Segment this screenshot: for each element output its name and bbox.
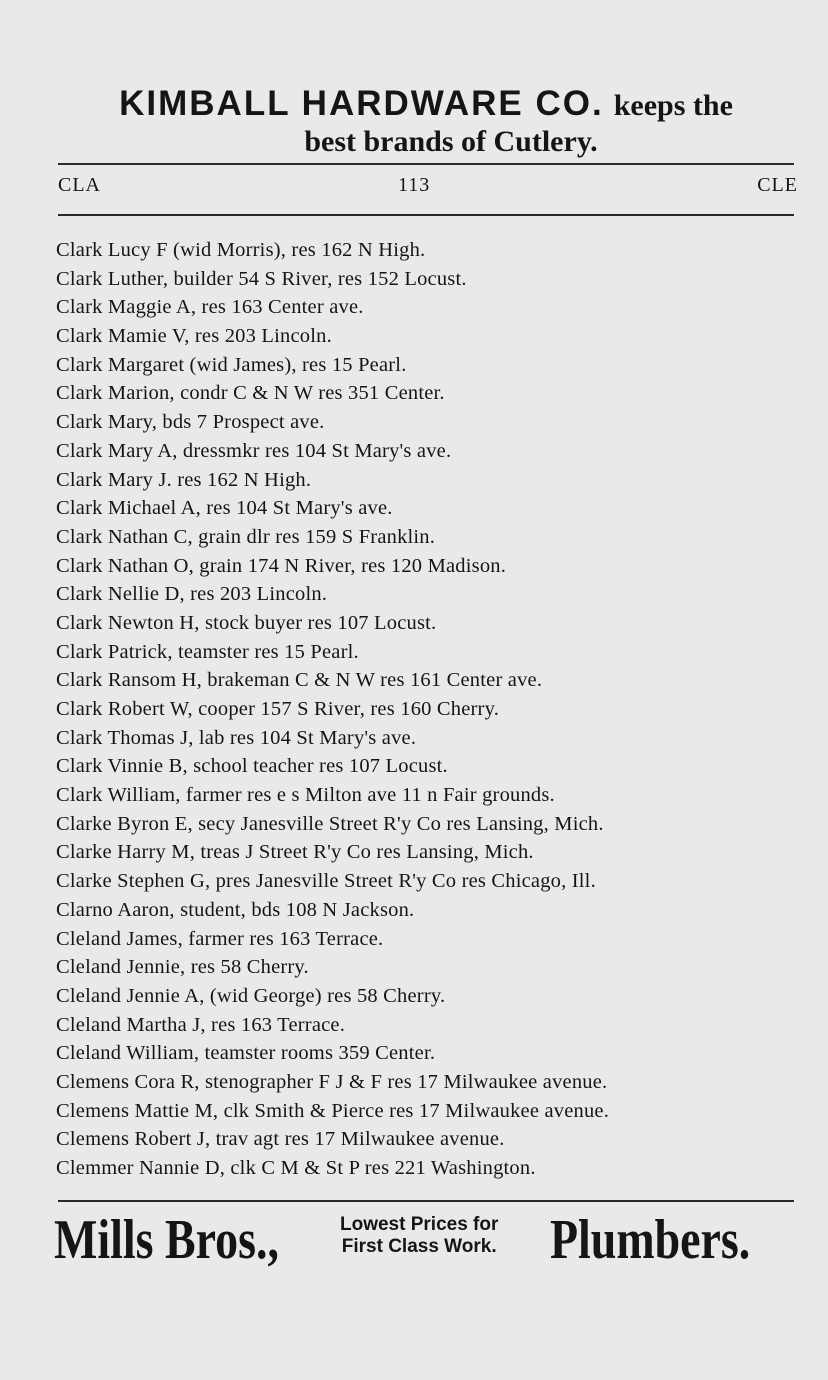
directory-entry: Clark Mamie V, res 203 Lincoln.: [56, 325, 332, 348]
page-number: 113: [398, 174, 431, 196]
directory-entry: Cleland William, teamster rooms 359 Center.: [56, 1042, 436, 1065]
directory-entry: Clarno Aaron, student, bds 108 N Jackson.: [56, 898, 415, 921]
directory-entries: [56, 236, 806, 1183]
top-ad-line-1: [56, 84, 796, 124]
directory-entry: Clark Robert W, cooper 157 S River, res 160 Cherry.: [56, 698, 500, 720]
directory-entry: Cleland James, farmer res 163 Terrace.: [56, 927, 384, 950]
directory-entry: Clemens Mattie M, clk Smith & Pierce res 17 Milwaukee avenue.: [56, 1099, 610, 1122]
directory-entry: Clark Nathan C, grain dlr res 159 S Franklin.: [56, 525, 436, 548]
directory-entry: Clark Michael A, res 104 St Mary's ave.: [56, 497, 393, 520]
header-right-guide: CLE: [757, 174, 798, 196]
tagline-part-2: best brands of Cutlery.: [304, 125, 598, 158]
directory-entry: Cleland Jennie, res 58 Cherry.: [56, 956, 309, 979]
directory-entry: Clark Mary, bds 7 Prospect ave.: [56, 411, 325, 434]
directory-entry: Clark Mary J. res 162 N High.: [56, 468, 312, 491]
directory-entry: Clark Maggie A, res 163 Center ave.: [56, 296, 364, 319]
directory-entry: Clarke Stephen G, pres Janesville Street R'y Co res Chicago, Ill.: [56, 870, 596, 893]
directory-entry: Clark Mary A, dressmkr res 104 St Mary's ave.: [56, 439, 452, 462]
directory-entry: Clemmer Nannie D, clk C M & St P res 221 Washington.: [56, 1157, 536, 1179]
directory-entry: Clemens Cora R, stenographer F J & F res 17 Milwaukee avenue.: [56, 1070, 608, 1093]
divider-header: [58, 214, 794, 216]
directory-entry: Clarke Harry M, treas J Street R'y Co res Lansing, Mich.: [56, 841, 534, 864]
directory-entry: Clark Newton H, stock buyer res 107 Locust.: [56, 611, 437, 634]
directory-entry: Clark Lucy F (wid Morris), res 162 N High.: [56, 239, 426, 261]
top-advertisement: [56, 84, 796, 160]
ad-trade: Plumbers.: [550, 1209, 751, 1271]
directory-entry: Clark Luther, builder 54 S River, res 152 Locust.: [56, 267, 467, 290]
directory-entry: Clark Patrick, teamster res 15 Pearl.: [56, 640, 359, 663]
advertiser-name: KIMBALL HARDWARE CO.: [119, 84, 604, 123]
directory-entry: Clarke Byron E, secy Janesville Street R'y Co res Lansing, Mich.: [56, 812, 604, 835]
tagline-part-1: keeps the: [613, 89, 733, 122]
directory-entry: Cleland Jennie A, (wid George) res 58 Cherry.: [56, 984, 446, 1007]
directory-entry: Clark Nellie D, res 203 Lincoln.: [56, 583, 328, 606]
header-left-guide: CLA: [58, 174, 101, 196]
directory-entry: Clark Nathan O, grain 174 N River, res 120 Madison.: [56, 554, 507, 577]
divider-bottom: [58, 1200, 794, 1202]
advertiser-name-bottom: Mills Bros.,: [54, 1209, 279, 1271]
directory-entry: Clark Ransom H, brakeman C & N W res 161 Center ave.: [56, 669, 543, 692]
running-header: [58, 174, 798, 204]
divider-top: [58, 163, 794, 165]
directory-entry: Clark William, farmer res e s Milton ave 11 n Fair grounds.: [56, 784, 555, 807]
directory-entry: Clark Margaret (wid James), res 15 Pearl.: [56, 353, 407, 376]
slogan-line-1: Lowest Prices for: [340, 1214, 499, 1235]
directory-entry: Clark Vinnie B, school teacher res 107 Locust.: [56, 755, 448, 778]
directory-entry: Clark Thomas J, lab res 104 St Mary's ave.: [56, 726, 417, 749]
slogan-line-2: First Class Work.: [341, 1236, 497, 1257]
directory-entry: Clark Marion, condr C & N W res 351 Center.: [56, 382, 445, 405]
directory-entry: Cleland Martha J, res 163 Terrace.: [56, 1013, 346, 1036]
bottom-advertisement: [54, 1208, 794, 1278]
ad-slogan: [340, 1214, 498, 1258]
directory-entry: Clemens Robert J, trav agt res 17 Milwaukee avenue.: [56, 1128, 505, 1151]
